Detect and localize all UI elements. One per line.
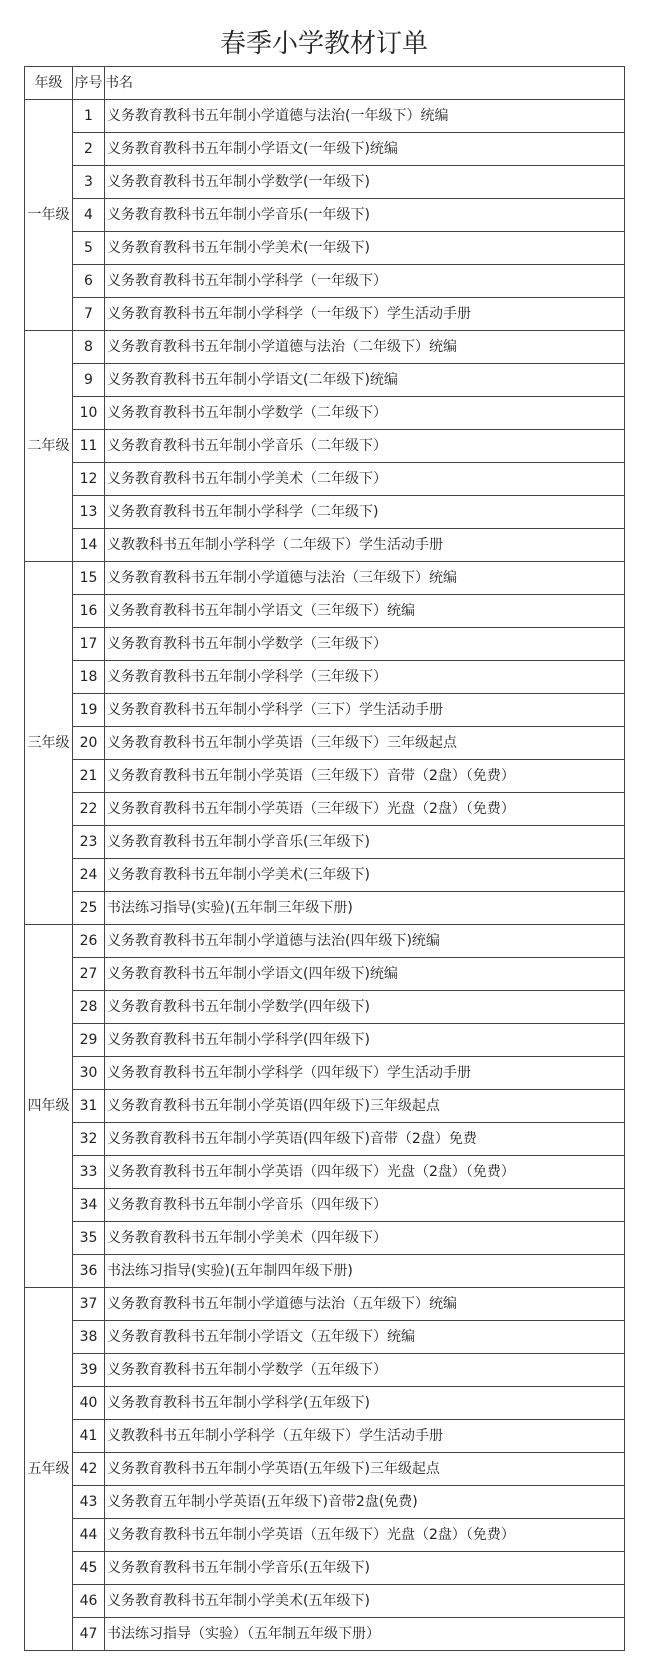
table-row (25, 529, 625, 562)
book-name: 义务教育教科书五年制小学美术（二年级下） (105, 463, 625, 496)
book-name: 义务教育教科书五年制小学音乐（二年级下） (105, 430, 625, 463)
row-number: 34 (73, 1189, 105, 1222)
table-row (25, 1288, 625, 1321)
table-row (25, 397, 625, 430)
row-number: 17 (73, 628, 105, 661)
row-number: 39 (73, 1354, 105, 1387)
book-name: 义务教育教科书五年制小学科学（四年级下）学生活动手册 (105, 1057, 625, 1090)
table-row (25, 1156, 625, 1189)
book-name: 义务教育教科书五年制小学语文(四年级下)统编 (105, 958, 625, 991)
table-row (25, 1552, 625, 1585)
book-name: 义务教育教科书五年制小学英语（三年级下）音带（2盘）（免费） (105, 760, 625, 793)
row-number: 5 (73, 232, 105, 265)
row-number: 4 (73, 199, 105, 232)
table-row (25, 1222, 625, 1255)
row-number: 28 (73, 991, 105, 1024)
grade-cell: 五年级 (25, 1288, 73, 1651)
book-name: 义务教育教科书五年制小学数学(四年级下) (105, 991, 625, 1024)
header-grade: 年级 (25, 67, 73, 100)
row-number: 29 (73, 1024, 105, 1057)
table-row (25, 496, 625, 529)
table-row (25, 199, 625, 232)
row-number: 45 (73, 1552, 105, 1585)
row-number: 43 (73, 1486, 105, 1519)
book-name: 义务教育教科书五年制小学数学（二年级下） (105, 397, 625, 430)
book-name: 义务教育教科书五年制小学美术（四年级下） (105, 1222, 625, 1255)
header-book-name: 书名 (105, 67, 625, 100)
table-row (25, 265, 625, 298)
book-name: 义务教育教科书五年制小学语文（三年级下）统编 (105, 595, 625, 628)
book-name: 义务教育教科书五年制小学数学（三年级下） (105, 628, 625, 661)
table-row (25, 1090, 625, 1123)
book-name: 义务教育教科书五年制小学美术(三年级下) (105, 859, 625, 892)
book-name: 义务教育教科书五年制小学数学（五年级下） (105, 1354, 625, 1387)
row-number: 44 (73, 1519, 105, 1552)
book-name: 义务教育教科书五年制小学道德与法治(四年级下)统编 (105, 925, 625, 958)
row-number: 15 (73, 562, 105, 595)
table-row (25, 1354, 625, 1387)
book-name: 义务教育教科书五年制小学语文（五年级下）统编 (105, 1321, 625, 1354)
table-row (25, 364, 625, 397)
row-number: 3 (73, 166, 105, 199)
table-row (25, 1519, 625, 1552)
row-number: 26 (73, 925, 105, 958)
book-name: 义务教育教科书五年制小学英语(五年级下)三年级起点 (105, 1453, 625, 1486)
row-number: 41 (73, 1420, 105, 1453)
table-row (25, 760, 625, 793)
book-name: 义务教育教科书五年制小学音乐(五年级下) (105, 1552, 625, 1585)
book-name: 书法练习指导(实验)(五年制三年级下册) (105, 892, 625, 925)
book-name: 义务教育五年制小学英语(五年级下)音带2盘(免费) (105, 1486, 625, 1519)
table-row (25, 1585, 625, 1618)
row-number: 27 (73, 958, 105, 991)
table-row (25, 694, 625, 727)
row-number: 11 (73, 430, 105, 463)
book-name: 书法练习指导(实验)(五年制四年级下册) (105, 1255, 625, 1288)
table-row (25, 1321, 625, 1354)
grade-cell: 四年级 (25, 925, 73, 1288)
table-row (25, 892, 625, 925)
table-row (25, 661, 625, 694)
row-number: 2 (73, 133, 105, 166)
table-row (25, 793, 625, 826)
row-number: 7 (73, 298, 105, 331)
book-name: 义务教育教科书五年制小学英语(四年级下)音带（2盘）免费 (105, 1123, 625, 1156)
row-number: 16 (73, 595, 105, 628)
page-title: 春季小学教材订单 (219, 29, 428, 59)
table-row (25, 1453, 625, 1486)
row-number: 22 (73, 793, 105, 826)
row-number: 37 (73, 1288, 105, 1321)
book-name: 义务教育教科书五年制小学科学（三年级下） (105, 661, 625, 694)
row-number: 18 (73, 661, 105, 694)
book-name: 义务教育教科书五年制小学语文(二年级下)统编 (105, 364, 625, 397)
table-row (25, 1486, 625, 1519)
header-row (25, 67, 625, 100)
book-name: 义务教育教科书五年制小学道德与法治（二年级下）统编 (105, 331, 625, 364)
row-number: 46 (73, 1585, 105, 1618)
book-name: 义务教育教科书五年制小学美术(五年级下) (105, 1585, 625, 1618)
table-row (25, 1618, 625, 1651)
table-row (25, 991, 625, 1024)
book-name: 义务教育教科书五年制小学语文(一年级下)统编 (105, 133, 625, 166)
row-number: 35 (73, 1222, 105, 1255)
book-name: 义务教育教科书五年制小学音乐（四年级下） (105, 1189, 625, 1222)
book-name: 义务教育教科书五年制小学科学（三下）学生活动手册 (105, 694, 625, 727)
row-number: 6 (73, 265, 105, 298)
row-number: 42 (73, 1453, 105, 1486)
table-row (25, 727, 625, 760)
book-name: 义务教育教科书五年制小学道德与法治（三年级下）统编 (105, 562, 625, 595)
table-row (25, 859, 625, 892)
table-row (25, 562, 625, 595)
row-number: 25 (73, 892, 105, 925)
table-row (25, 628, 625, 661)
table-row (25, 232, 625, 265)
table-row (25, 595, 625, 628)
table-row (25, 1057, 625, 1090)
row-number: 30 (73, 1057, 105, 1090)
row-number: 8 (73, 331, 105, 364)
book-name: 义务教育教科书五年制小学科学（一年级下） (105, 265, 625, 298)
book-name: 义务教育教科书五年制小学数学(一年级下) (105, 166, 625, 199)
book-name: 义务教育教科书五年制小学道德与法治(一年级下）统编 (105, 100, 625, 133)
table-row (25, 430, 625, 463)
row-number: 31 (73, 1090, 105, 1123)
book-name: 义教教科书五年制小学科学（二年级下）学生活动手册 (105, 529, 625, 562)
row-number: 19 (73, 694, 105, 727)
row-number: 10 (73, 397, 105, 430)
row-number: 32 (73, 1123, 105, 1156)
book-name: 义务教育教科书五年制小学科学（一年级下）学生活动手册 (105, 298, 625, 331)
table-row (25, 1255, 625, 1288)
table-row (25, 331, 625, 364)
row-number: 13 (73, 496, 105, 529)
table-row (25, 1024, 625, 1057)
book-name: 义务教育教科书五年制小学英语(四年级下)三年级起点 (105, 1090, 625, 1123)
order-table (24, 66, 625, 1651)
row-number: 33 (73, 1156, 105, 1189)
table-row (25, 133, 625, 166)
row-number: 47 (73, 1618, 105, 1651)
book-name: 义务教育教科书五年制小学英语（三年级下）三年级起点 (105, 727, 625, 760)
table-row (25, 826, 625, 859)
row-number: 12 (73, 463, 105, 496)
table-row (25, 1387, 625, 1420)
book-name: 义务教育教科书五年制小学音乐(三年级下) (105, 826, 625, 859)
table-row (25, 166, 625, 199)
row-number: 20 (73, 727, 105, 760)
table-row (25, 298, 625, 331)
book-name: 义教教科书五年制小学科学（五年级下）学生活动手册 (105, 1420, 625, 1453)
book-name: 义务教育教科书五年制小学科学(五年级下) (105, 1387, 625, 1420)
grade-cell: 一年级 (25, 100, 73, 331)
row-number: 24 (73, 859, 105, 892)
table-row (25, 1123, 625, 1156)
row-number: 38 (73, 1321, 105, 1354)
grade-cell: 二年级 (25, 331, 73, 562)
book-name: 义务教育教科书五年制小学英语（五年级下）光盘（2盘）（免费） (105, 1519, 625, 1552)
row-number: 9 (73, 364, 105, 397)
book-name: 义务教育教科书五年制小学道德与法治（五年级下）统编 (105, 1288, 625, 1321)
book-name: 义务教育教科书五年制小学科学（二年级下) (105, 496, 625, 529)
row-number: 36 (73, 1255, 105, 1288)
row-number: 14 (73, 529, 105, 562)
header-number: 序号 (73, 67, 105, 100)
book-name: 义务教育教科书五年制小学音乐(一年级下) (105, 199, 625, 232)
table-row (25, 100, 625, 133)
book-name: 义务教育教科书五年制小学科学(四年级下) (105, 1024, 625, 1057)
row-number: 1 (73, 100, 105, 133)
book-name: 义务教育教科书五年制小学美术(一年级下) (105, 232, 625, 265)
table-row (25, 958, 625, 991)
grade-cell: 三年级 (25, 562, 73, 925)
book-name: 书法练习指导（实验）（五年制五年级下册） (105, 1618, 625, 1651)
book-name: 义务教育教科书五年制小学英语（四年级下）光盘（2盘）（免费） (105, 1156, 625, 1189)
table-row (25, 463, 625, 496)
table-row (25, 925, 625, 958)
row-number: 40 (73, 1387, 105, 1420)
table-row (25, 1189, 625, 1222)
book-name: 义务教育教科书五年制小学英语（三年级下）光盘（2盘）（免费） (105, 793, 625, 826)
table-row (25, 1420, 625, 1453)
row-number: 21 (73, 760, 105, 793)
order-table-body (25, 100, 625, 1651)
row-number: 23 (73, 826, 105, 859)
